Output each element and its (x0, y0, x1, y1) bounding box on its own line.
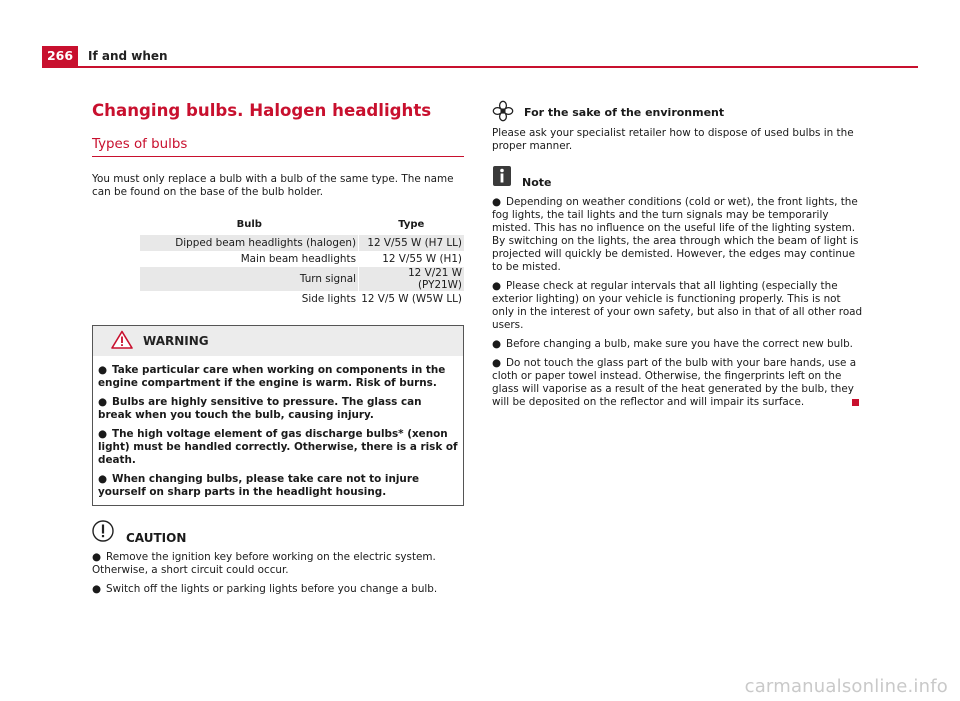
bulb-cell: Main beam headlights (140, 251, 359, 267)
warning-triangle-icon (111, 330, 133, 352)
header-rule (42, 66, 918, 68)
note-item: ● Please check at regular intervals that all lighting (especially the exterior lighting) on your vehicle is functioning properly. This is not only in the interest of your own safety, but also in that of all other road users. (492, 280, 863, 331)
warning-box (92, 325, 464, 506)
table-row (140, 235, 464, 251)
warning-header (93, 326, 463, 356)
caution-exclamation-icon (92, 520, 114, 545)
warning-body (93, 356, 463, 505)
note-block (492, 165, 864, 409)
caution-item: ● Switch off the lights or parking lights before you change a bulb. (92, 583, 438, 595)
warning-title: WARNING (143, 334, 209, 348)
caution-title: CAUTION (126, 530, 187, 545)
note-item: ● Depending on weather conditions (cold or wet), the front lights, the fog lights, the tail lights and the turn signals may be temporarily misted. This has no influence on the useful life of the lighting system. By switching on the lights, the area through which the beam of light is projected will quickly be demisted. However, the edges may continue to be misted. (492, 196, 859, 273)
intro-paragraph: You must only replace a bulb with a bulb of the same type. The name can be found on the base of the bulb holder. (92, 173, 454, 198)
watermark: carmanualsonline.info (744, 676, 948, 697)
note-title: Note (522, 176, 552, 189)
environment-text: Please ask your specialist retailer how to dispose of used bulbs in the proper manner. (492, 127, 854, 152)
bulb-cell: Dipped beam headlights (halogen) (140, 235, 359, 251)
type-cell: 12 V/55 W (H7 LL) (359, 235, 465, 251)
caution-item: ● Remove the ignition key before working on the electric system. Otherwise, a short circuit could occur. (92, 551, 436, 576)
right-column (492, 100, 864, 415)
section-title: Changing bulbs. Halogen headlights (92, 101, 432, 120)
bulb-cell: Turn signal (140, 267, 359, 291)
table-header-row (140, 213, 464, 235)
warning-item: ● The high voltage element of gas discharge bulbs* (xenon light) must be handled correctly. Otherwise, there is a risk of death. (98, 428, 458, 466)
left-column (92, 100, 464, 602)
section-subtitle: Types of bulbs (92, 136, 464, 157)
note-item: ● Before changing a bulb, make sure you have the correct new bulb. (492, 338, 853, 350)
warning-item: ● Bulbs are highly sensitive to pressure. The glass can break when you touch the bulb, causing injury. (98, 396, 422, 421)
environment-title: For the sake of the environment (524, 106, 725, 119)
type-cell: 12 V/21 W (PY21W) (359, 267, 465, 291)
bulb-cell: Side lights (140, 291, 359, 307)
table-row (140, 291, 464, 307)
type-cell: 12 V/5 W (W5W LL) (361, 293, 462, 305)
column-header-bulb: Bulb (236, 218, 262, 230)
note-list (492, 196, 864, 409)
running-title: If and when (88, 49, 168, 63)
type-cell: 12 V/55 W (H1) (382, 253, 462, 265)
caution-list (92, 551, 464, 596)
environment-flower-icon (492, 100, 514, 125)
bulb-types-table (140, 213, 464, 307)
page-number: 266 (42, 46, 78, 66)
caution-block (92, 520, 464, 596)
table-row (140, 267, 464, 291)
warning-item: ● When changing bulbs, please take care not to injure yourself on sharp parts in the headlight housing. (98, 473, 419, 498)
warning-item: ● Take particular care when working on components in the engine compartment if the engine is warm. Risk of burns. (98, 364, 446, 389)
table-row (140, 251, 464, 267)
end-of-section-marker (852, 399, 859, 406)
column-header-type: Type (398, 218, 425, 230)
note-info-icon (492, 165, 512, 190)
environment-heading (492, 100, 864, 125)
note-item: ● Do not touch the glass part of the bulb with your bare hands, use a cloth or paper towel instead. Otherwise, the fingerprints left on the glass will vaporise as a result of the heat generated by the bulb, they will be deposited on the reflector and will impair its surface. (492, 357, 864, 409)
